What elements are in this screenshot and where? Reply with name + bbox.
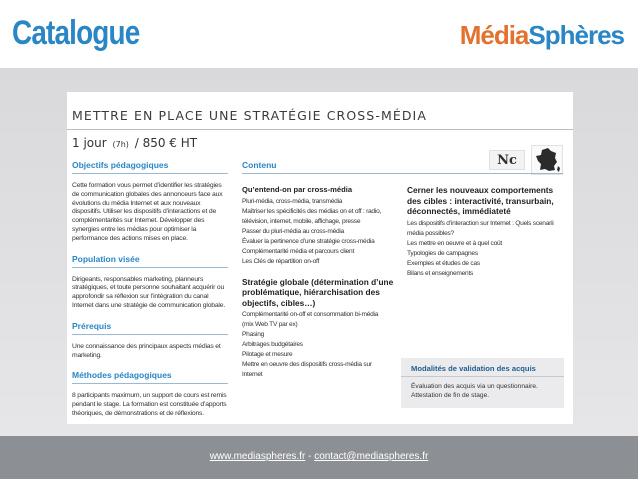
list-item: Passer du pluri-média au cross-média — [242, 227, 345, 235]
list-item: Exemples et études de cas — [407, 259, 480, 267]
list-item: Évaluer la pertinence d’une stratégie cross-média — [242, 237, 375, 245]
block1-list — [242, 197, 394, 267]
list-item: Complémentarité on-off et consommation bi-média — [242, 311, 379, 318]
block2-list — [242, 310, 394, 380]
contenu-right-column — [407, 185, 567, 279]
list-item: Les Clés de répartition on-off — [242, 257, 320, 265]
population-text: Dirigeants, responsables marketing, planneurs stratégiques, et toute personne souhaitant acquérir ou approfondir sa réflexion sur l’intégration du canal Internet dans une stratégie de communication globale. — [72, 275, 226, 309]
population-heading: Population visée — [72, 254, 228, 268]
footer-separator: - — [305, 451, 315, 462]
validation-text: Évaluation des acquis via un questionnaire. Attestation de fin de stage. — [411, 383, 538, 399]
objectifs-text: Cette formation vous permet d’identifier les stratégies de communication globales des annonceurs face aux évolutions du média Internet et aux nouveaux dispositifs. Utiliser les dispositifs d’interactions et de complémentarités sur Internet. Développer des synergies entre les médias pour optimiser la performance des actions mises en place. — [72, 182, 223, 242]
list-item: Les mettre en oeuvre et à quel coût — [407, 239, 502, 247]
list-item: média possibles? — [407, 229, 454, 237]
website-link[interactable]: www.mediaspheres.fr — [209, 451, 306, 462]
mediaspheres-logo — [460, 20, 624, 51]
validation-heading: Modalités de validation des acquis — [411, 364, 536, 373]
catalogue-title: Catalogue — [12, 14, 140, 52]
price-line — [72, 136, 197, 150]
list-item: Maîtriser les spécificités des médias on et off : radio, — [242, 207, 382, 215]
email-link[interactable]: contact@mediaspheres.fr — [314, 451, 429, 462]
list-item: Internet — [242, 371, 263, 378]
hours: (7h) — [112, 140, 129, 149]
list-item: Les dispositifs d’interaction sur Internet : Quels scenarii — [407, 219, 554, 227]
validation-divider — [401, 376, 564, 377]
nc-badge: Nc — [489, 150, 525, 170]
footer-links — [0, 451, 638, 462]
list-item: Complémentarité média et parcours client — [242, 247, 355, 255]
header-bar — [0, 0, 638, 68]
methodes-heading: Méthodes pédagogiques — [72, 370, 228, 384]
duration: 1 jour — [72, 136, 107, 150]
contenu-heading: Contenu — [242, 160, 563, 174]
logo-part-spheres: Sphères — [528, 20, 624, 50]
block1-heading: Qu’entend-on par cross-média — [242, 185, 353, 194]
price: / 850 € HT — [134, 136, 198, 150]
block3-heading: Cerner les nouveaux comportements des cibles : interactivité, transurbain, déconnectés, immédiateté — [407, 185, 554, 216]
list-item: Typologies de campagnes — [407, 249, 478, 257]
course-title: METTRE EN PLACE UNE STRATÉGIE CROSS-MÉDIA — [72, 108, 427, 123]
block3-list — [407, 219, 567, 279]
objectifs-heading: Objectifs pédagogiques — [72, 160, 228, 174]
prerequis-heading: Prérequis — [72, 321, 228, 335]
logo-part-media: Média — [459, 20, 529, 50]
list-item: télévision, internet, mobile, affichage, presse — [242, 217, 361, 225]
list-item: Bilans et enseignements — [407, 269, 474, 277]
methodes-text: 8 participants maximum, un support de cours est remis pendant le stage. La formation est constituée d’apports théoriques, de démonstrations et de réflexions. — [72, 392, 227, 417]
list-item: Pluri-média, cross-média, transmédia — [242, 197, 343, 205]
list-item: Arbitrages budgétaires — [242, 341, 303, 348]
left-column — [72, 160, 228, 429]
list-item: Pilotage et mesure — [242, 351, 293, 358]
block2-heading: Stratégie globale (détermination d’une problématique, hiérarchisation des objectifs, cibles…) — [242, 276, 394, 308]
contenu-middle-column — [242, 185, 394, 380]
list-item: Phasing — [242, 331, 265, 338]
list-item: Mettre en oeuvre des dispositifs cross-média sur — [242, 361, 372, 368]
prerequis-text: Une connaissance des principaux aspects médias et marketing. — [72, 342, 221, 359]
title-divider — [67, 129, 573, 130]
list-item: (mix Web TV par ex) — [242, 321, 298, 328]
